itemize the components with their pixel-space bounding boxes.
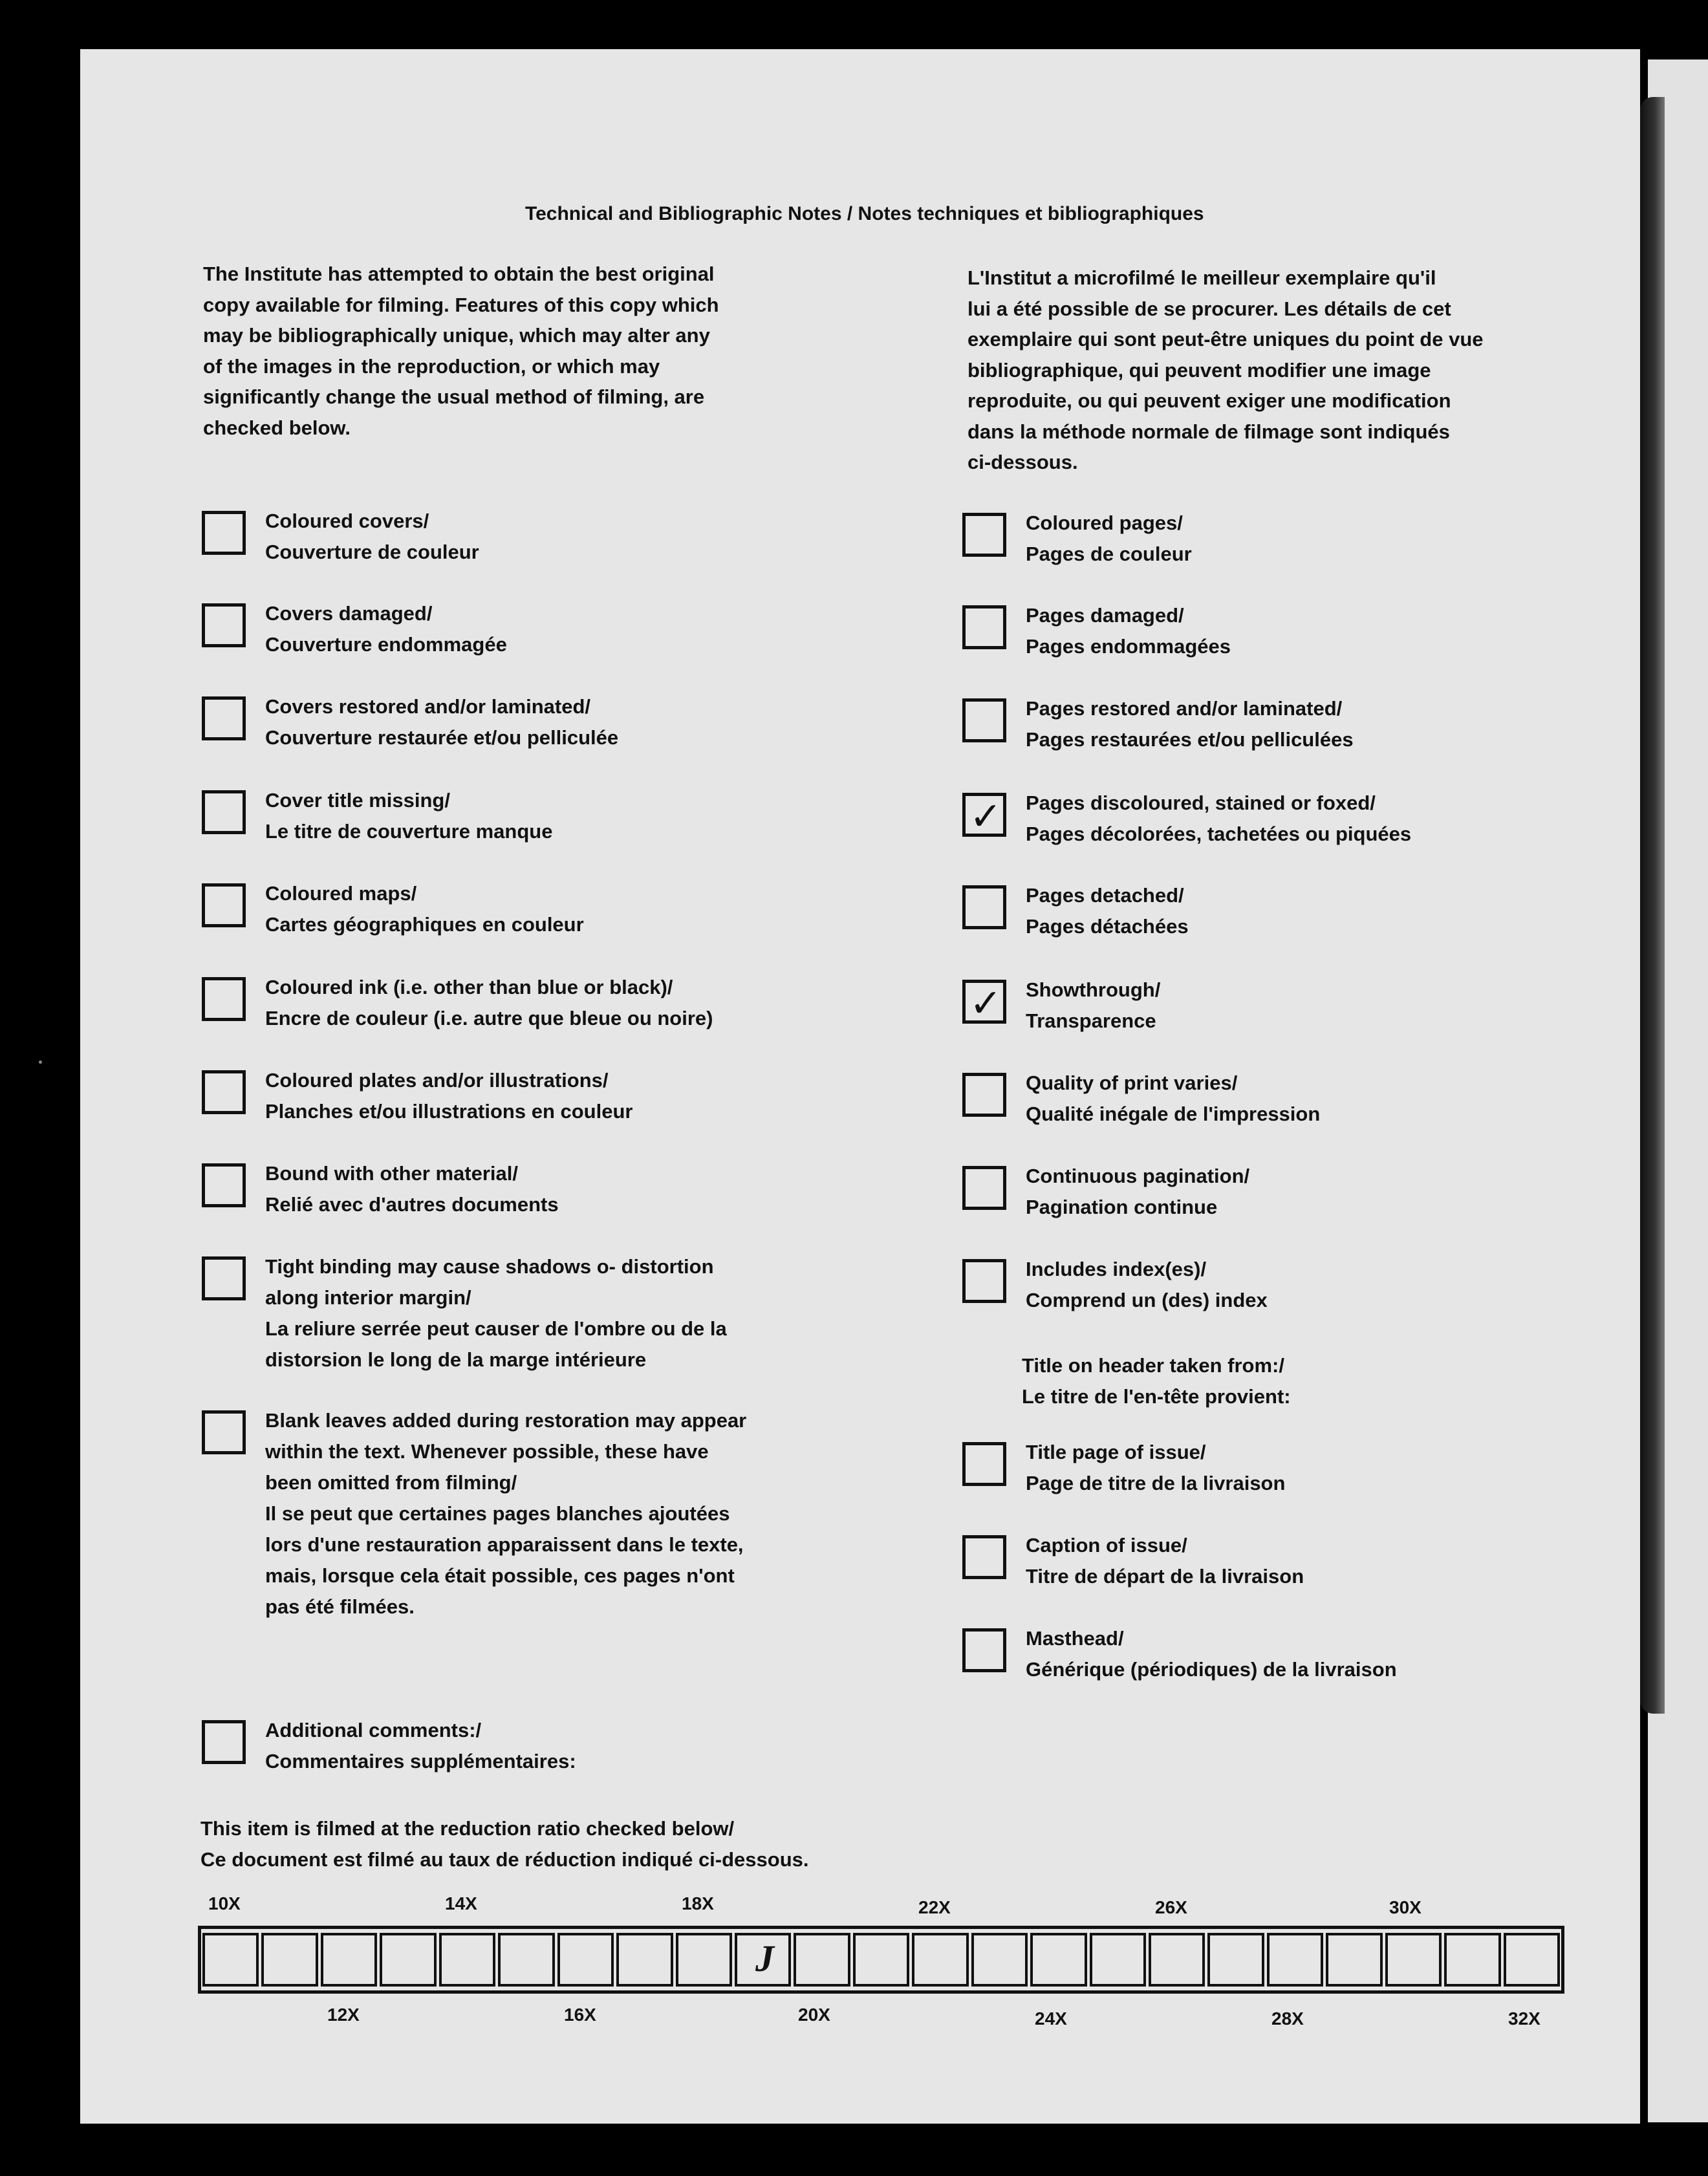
right-item-checkbox[interactable]	[962, 1166, 1006, 1210]
reduction-cell[interactable]	[912, 1933, 968, 1987]
right-item-label-line: Pagination continue	[1026, 1196, 1218, 1218]
right-item-label-line: Pages restaurées et/ou pelliculées	[1026, 728, 1354, 751]
left-item-label-line: Coloured maps/	[265, 882, 417, 905]
handwritten-mark-icon: J	[755, 1937, 774, 1979]
reduction-cell[interactable]	[971, 1933, 1028, 1987]
right-item-checkbox[interactable]	[962, 1442, 1006, 1486]
scan-speck	[39, 1061, 42, 1064]
right-item-label	[1026, 693, 1354, 755]
right-item-label-line: Title page of issue/	[1026, 1441, 1206, 1463]
right-item-checkbox[interactable]	[962, 605, 1006, 649]
left-item-label-line: Blank leaves added during restoration may appear	[265, 1409, 747, 1432]
left-item-label-line: Covers damaged/	[265, 602, 433, 625]
reduction-cell[interactable]	[439, 1933, 495, 1987]
left-item-label-line: within the text. Whenever possible, these have	[265, 1440, 709, 1463]
page-title: Technical and Bibliographic Notes / Notes techniques et bibliographiques	[525, 203, 1204, 224]
scale-bottom-label: 16X	[564, 2005, 596, 2025]
left-item-checkbox[interactable]	[202, 790, 246, 834]
right-item-checkbox[interactable]	[962, 1628, 1006, 1672]
left-item-label-line: Couverture endommagée	[265, 633, 507, 656]
right-item-checkbox[interactable]	[962, 513, 1006, 557]
reduction-ratio-text	[200, 1813, 809, 1875]
left-item-checkbox[interactable]	[202, 1410, 246, 1454]
checkmark-icon: ✓	[969, 981, 1002, 1026]
reduction-cell[interactable]	[616, 1933, 673, 1987]
right-item-label-line: Coloured pages/	[1026, 512, 1183, 534]
left-item-checkbox[interactable]	[202, 883, 246, 927]
left-item-label	[265, 598, 507, 660]
scale-bottom-label: 28X	[1271, 2009, 1304, 2029]
right-item-label-line: Pages endommagées	[1026, 635, 1231, 658]
header-note-line: Title on header taken from:/	[1022, 1354, 1284, 1377]
left-item-label	[265, 506, 479, 568]
scale-bottom-label: 32X	[1508, 2009, 1540, 2029]
left-item-label	[265, 1251, 727, 1375]
left-item-checkbox[interactable]	[202, 1256, 246, 1300]
left-item-checkbox[interactable]	[202, 977, 246, 1021]
right-item-label-line: Transparence	[1026, 1009, 1156, 1032]
left-item-label-line: Couverture restaurée et/ou pelliculée	[265, 726, 619, 749]
right-item-label-line: Page de titre de la livraison	[1026, 1472, 1286, 1494]
reduction-cell[interactable]	[1207, 1933, 1264, 1987]
right-item-label-line: Pages détachées	[1026, 915, 1189, 938]
left-item-label-line: along interior margin/	[265, 1286, 471, 1309]
right-item-label	[1026, 600, 1231, 662]
scale-top-label: 18X	[682, 1893, 714, 1913]
left-item-label-line: Covers restored and/or laminated/	[265, 695, 591, 718]
right-item-label-line: Showthrough/	[1026, 978, 1161, 1001]
left-item-label-line: lors d'une restauration apparaissent dans le texte,	[265, 1533, 744, 1556]
reduction-ratio-line: This item is filmed at the reduction ratio checked below/	[200, 1817, 735, 1840]
left-item-label	[265, 1405, 746, 1622]
left-item-label-line: Coloured ink (i.e. other than blue or black)/	[265, 976, 673, 998]
right-item-label-line: Pages décolorées, tachetées ou piquées	[1026, 823, 1412, 845]
left-item-label-line: Additional comments:/	[265, 1719, 482, 1741]
right-item-label-line: Masthead/	[1026, 1627, 1124, 1650]
right-item-label	[1026, 880, 1189, 942]
left-item-label	[265, 972, 713, 1034]
header-note	[1022, 1350, 1291, 1412]
reduction-cell[interactable]	[676, 1933, 732, 1987]
reduction-cell[interactable]	[735, 1933, 791, 1987]
left-item-label-line: Tight binding may cause shadows o- distortion	[265, 1255, 714, 1278]
left-item-label-line: Cover title missing/	[265, 789, 450, 812]
reduction-cell[interactable]	[1385, 1933, 1442, 1987]
scale-bottom-label: 20X	[798, 2005, 830, 2025]
left-item-label-line: Coloured covers/	[265, 510, 429, 532]
left-item-label-line: Couverture de couleur	[265, 541, 479, 563]
right-item-label	[1026, 508, 1192, 570]
header-note-line: Le titre de l'en-tête provient:	[1022, 1385, 1291, 1408]
right-item-label-line: Qualité inégale de l'impression	[1026, 1103, 1321, 1125]
left-item-label-line: La reliure serrée peut causer de l'ombre ou de la	[265, 1317, 727, 1340]
left-item-label-line: Coloured plates and/or illustrations/	[265, 1069, 609, 1092]
left-item-label	[265, 785, 552, 847]
right-item-label	[1026, 1254, 1268, 1316]
reduction-cell[interactable]	[202, 1933, 259, 1987]
scale-top-label: 14X	[445, 1893, 477, 1913]
left-item-checkbox[interactable]	[202, 1163, 246, 1207]
reduction-cell[interactable]	[498, 1933, 554, 1987]
left-item-label	[265, 878, 584, 940]
left-item-label-line: Il se peut que certaines pages blanches ajoutées	[265, 1502, 730, 1525]
right-item-label	[1026, 1623, 1397, 1685]
reduction-cell[interactable]	[1267, 1933, 1323, 1987]
right-item-checkbox[interactable]	[962, 980, 1006, 1024]
right-item-checkbox[interactable]	[962, 698, 1006, 742]
right-item-label	[1026, 1161, 1249, 1223]
intro-french: L'Institut a microfilmé le meilleur exemplaire qu'il lui a été possible de se procurer. Les détails de cet exemplaire qui sont peut-être uniques du point de vue bibliographique, qui peuvent modifier une image reproduite, ou qui peuvent exiger une modification dans la méthode normale de filmage sont indiqués ci-dessous.	[968, 266, 1484, 473]
left-item-checkbox[interactable]	[202, 603, 246, 647]
scale-bottom-label: 24X	[1035, 2009, 1067, 2029]
left-item-label-line: Bound with other material/	[265, 1162, 518, 1185]
right-item-label-line: Continuous pagination/	[1026, 1165, 1250, 1187]
scale-top-label: 30X	[1389, 1897, 1422, 1917]
right-item-label	[1026, 1530, 1304, 1592]
right-item-label-line: Pages restored and/or laminated/	[1026, 697, 1343, 720]
right-item-checkbox[interactable]	[962, 1073, 1006, 1117]
left-item-checkbox[interactable]	[202, 696, 246, 740]
left-item-label	[265, 1158, 559, 1220]
left-item-label-line: Commentaires supplémentaires:	[265, 1750, 576, 1772]
left-item-checkbox[interactable]	[202, 1070, 246, 1114]
left-item-label-line: Relié avec d'autres documents	[265, 1193, 559, 1216]
right-item-label-line: Pages detached/	[1026, 884, 1184, 907]
scale-top-label: 22X	[918, 1897, 951, 1917]
left-item-label-line: mais, lorsque cela était possible, ces pages n'ont	[265, 1564, 735, 1587]
right-item-checkbox[interactable]	[962, 793, 1006, 837]
left-item-checkbox[interactable]	[202, 1720, 246, 1764]
reduction-cell[interactable]	[557, 1933, 614, 1987]
right-item-label-line: Générique (périodiques) de la livraison	[1026, 1658, 1397, 1681]
scale-top-label: 26X	[1155, 1897, 1187, 1917]
reduction-ratio-line: Ce document est filmé au taux de réduction indiqué ci-dessous.	[200, 1848, 809, 1871]
right-item-label-line: Pages discoloured, stained or foxed/	[1026, 792, 1376, 814]
left-item-label-line: Planches et/ou illustrations en couleur	[265, 1100, 633, 1123]
reduction-cell[interactable]	[1504, 1933, 1560, 1987]
right-item-label	[1026, 788, 1411, 850]
right-item-checkbox[interactable]	[962, 1259, 1006, 1303]
reduction-cell[interactable]	[380, 1933, 436, 1987]
right-item-label-line: Includes index(es)/	[1026, 1258, 1207, 1280]
reduction-cell[interactable]	[1149, 1933, 1205, 1987]
right-item-label-line: Comprend un (des) index	[1026, 1289, 1268, 1311]
right-item-label	[1026, 975, 1160, 1037]
right-item-label-line: Pages damaged/	[1026, 604, 1184, 627]
left-item-checkbox[interactable]	[202, 511, 246, 555]
right-item-label-line: Titre de départ de la livraison	[1026, 1565, 1304, 1588]
right-item-checkbox[interactable]	[962, 885, 1006, 929]
reduction-cell[interactable]	[853, 1933, 909, 1987]
scale-top-label: 10X	[208, 1893, 241, 1913]
checkmark-icon: ✓	[969, 794, 1002, 839]
left-item-label	[265, 1065, 632, 1127]
right-item-label	[1026, 1068, 1320, 1130]
right-item-label-line: Quality of print varies/	[1026, 1072, 1238, 1094]
intro-english: The Institute has attempted to obtain the best original copy available for filming. Features of this copy which may be bibliographically unique, which may alter any of the images in the reproduction, or which may significantly change the usual method of filming, are checked below.	[203, 263, 719, 439]
left-item-label-line: been omitted from filming/	[265, 1471, 517, 1494]
right-item-label-line: Pages de couleur	[1026, 543, 1192, 565]
reduction-cell[interactable]	[1030, 1933, 1086, 1987]
left-item-label-line: pas été filmées.	[265, 1595, 415, 1618]
right-item-label	[1026, 1437, 1285, 1499]
reduction-cell[interactable]	[794, 1933, 850, 1987]
page-gutter-shadow	[1640, 97, 1665, 1714]
left-item-label	[265, 1715, 576, 1777]
scale-bottom-label: 12X	[327, 2005, 360, 2025]
reduction-cell[interactable]	[261, 1933, 318, 1987]
reduction-cell[interactable]	[321, 1933, 377, 1987]
left-item-label	[265, 691, 618, 753]
right-item-checkbox[interactable]	[962, 1535, 1006, 1579]
left-item-label-line: Le titre de couverture manque	[265, 820, 553, 843]
left-item-label-line: Cartes géographiques en couleur	[265, 913, 584, 936]
left-item-label-line: Encre de couleur (i.e. autre que bleue ou noire)	[265, 1007, 713, 1029]
reduction-cell[interactable]	[1444, 1933, 1500, 1987]
reduction-cell[interactable]	[1326, 1933, 1382, 1987]
reduction-ratio-strip	[198, 1926, 1564, 1994]
left-item-label-line: distorsion le long de la marge intérieure	[265, 1348, 647, 1371]
reduction-cell[interactable]	[1090, 1933, 1146, 1987]
right-item-label-line: Caption of issue/	[1026, 1534, 1187, 1557]
